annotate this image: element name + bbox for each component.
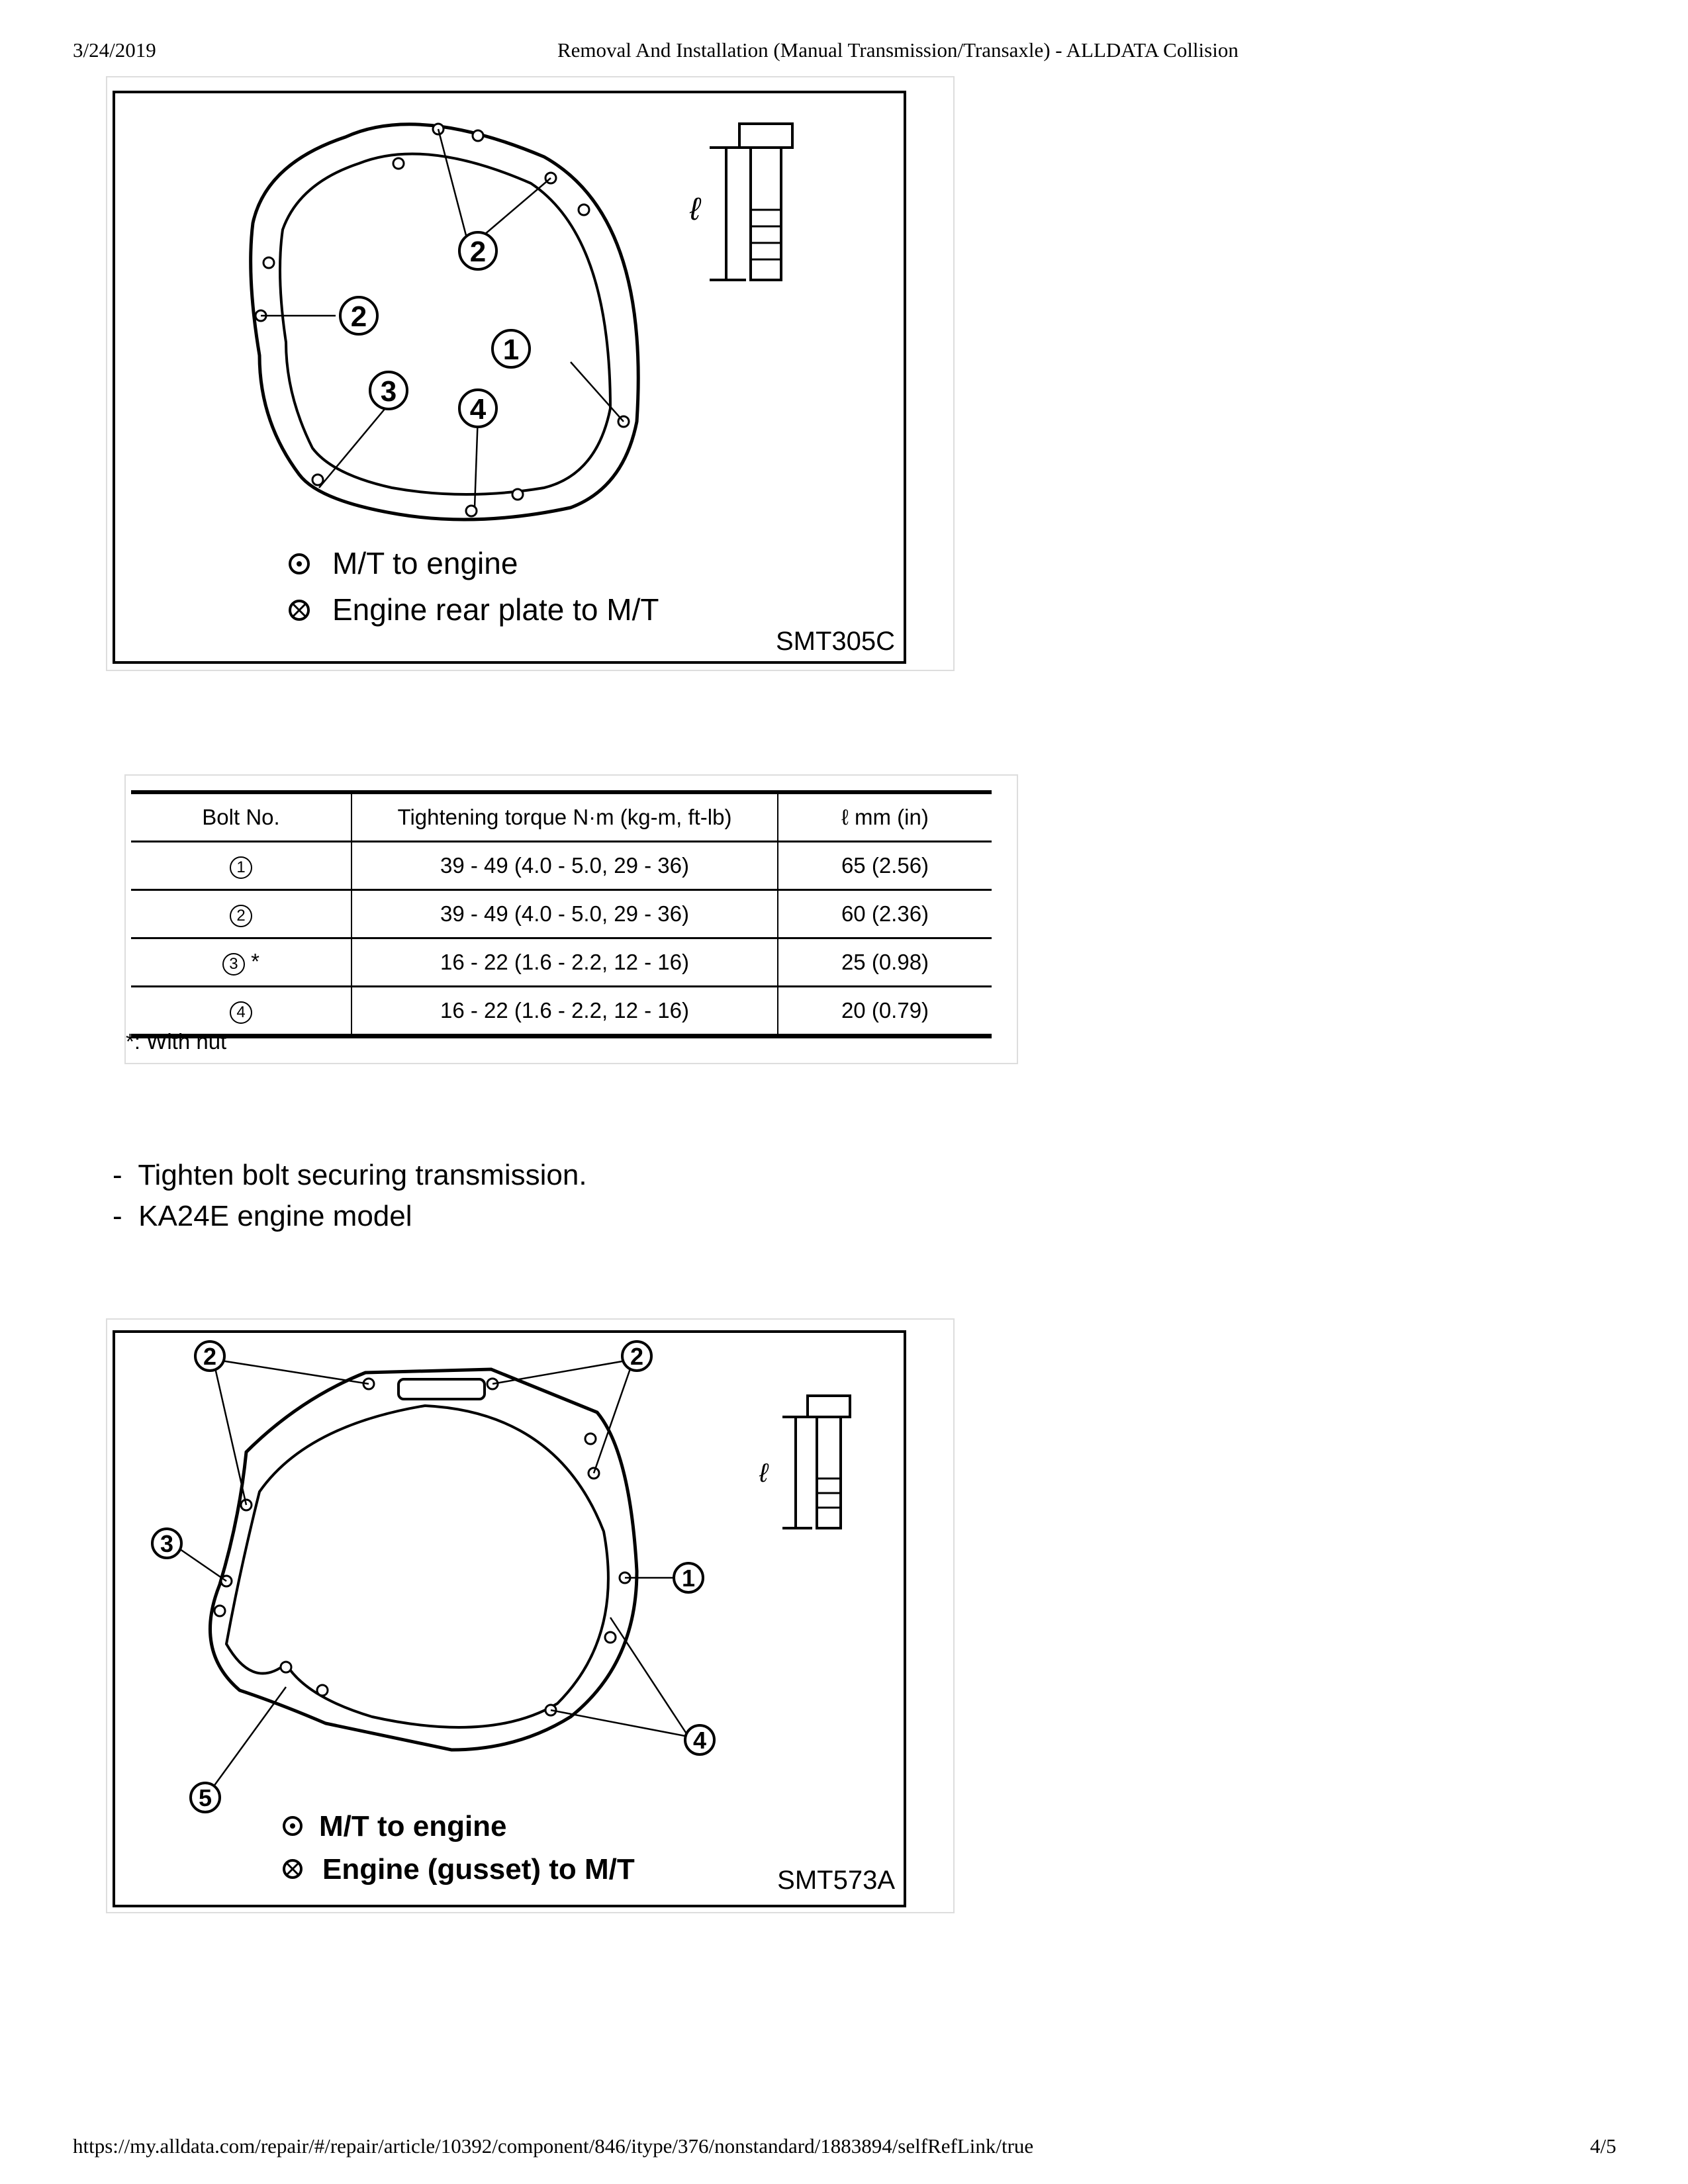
callout-4: 4	[469, 393, 487, 426]
callout-5: 5	[198, 1784, 212, 1811]
length-symbol: ℓ	[759, 1459, 768, 1488]
callout-2a: 2	[469, 236, 487, 268]
length-symbol: ℓ	[690, 192, 700, 227]
callout-3: 3	[160, 1530, 174, 1557]
table-row	[131, 890, 992, 938]
legend-mt-to-engine: M/T to engine	[319, 1810, 507, 1843]
table-row	[131, 938, 992, 987]
legend-engine-gusset: Engine (gusset) to M/T	[322, 1853, 635, 1886]
table-row	[131, 842, 992, 890]
length-value: 65 (2.56)	[778, 842, 992, 890]
bolt-number: 1	[230, 856, 252, 879]
list-item: - Tighten bolt securing transmission.	[113, 1155, 587, 1196]
bolt-icon	[782, 1396, 850, 1528]
col-torque: Tightening torque N·m (kg-m, ft-lb)	[352, 792, 778, 842]
torque-table	[131, 790, 992, 1038]
torque-value: 16 - 22 (1.6 - 2.2, 12 - 16)	[352, 938, 778, 987]
callout-1: 1	[681, 1565, 696, 1592]
bolt-number: 3	[222, 953, 245, 976]
instruction-list	[113, 1155, 587, 1237]
page-title: Removal And Installation (Manual Transmission/Transaxle) - ALLDATA Collision	[557, 38, 1239, 62]
length-value: 60 (2.36)	[778, 890, 992, 938]
callout-2b: 2	[350, 300, 367, 333]
nut-mark: *	[251, 949, 259, 974]
bolt-number: 2	[230, 905, 252, 927]
bolt-icon	[710, 124, 792, 280]
legend-engine-rear-plate: Engine rear plate to M/T	[332, 592, 659, 627]
col-length: ℓ mm (in)	[778, 792, 992, 842]
figure-code: SMT305C	[775, 627, 895, 656]
bellhousing-diagram-2	[107, 1320, 953, 1912]
torque-table-box	[124, 774, 1018, 1064]
list-item: - KA24E engine model	[113, 1196, 587, 1237]
legend-mt-to-engine: M/T to engine	[332, 546, 518, 580]
figure-code: SMT573A	[777, 1866, 895, 1895]
bolt-number: 4	[230, 1001, 252, 1024]
torque-value: 39 - 49 (4.0 - 5.0, 29 - 36)	[352, 842, 778, 890]
length-value: 25 (0.98)	[778, 938, 992, 987]
figure-smt573a	[106, 1318, 955, 1913]
callout-2a: 2	[203, 1343, 217, 1370]
torque-value: 39 - 49 (4.0 - 5.0, 29 - 36)	[352, 890, 778, 938]
length-value: 20 (0.79)	[778, 987, 992, 1036]
print-date: 3/24/2019	[73, 38, 156, 62]
footer-url: https://my.alldata.com/repair/#/repair/article/10392/component/846/itype/376/nonstandard/1883894/selfRefLink/true	[73, 2134, 1034, 2158]
callout-2b: 2	[630, 1343, 644, 1370]
callout-3: 3	[380, 375, 397, 408]
col-bolt-no: Bolt No.	[131, 792, 352, 842]
figure-smt305c	[106, 76, 955, 671]
bellhousing-diagram-1	[107, 77, 953, 670]
torque-value: 16 - 22 (1.6 - 2.2, 12 - 16)	[352, 987, 778, 1036]
table-footnote: *: With nut	[126, 1029, 227, 1054]
callout-4: 4	[692, 1727, 707, 1754]
callout-1: 1	[502, 334, 520, 366]
page-number: 4/5	[1590, 2134, 1617, 2158]
table-row	[131, 987, 992, 1036]
